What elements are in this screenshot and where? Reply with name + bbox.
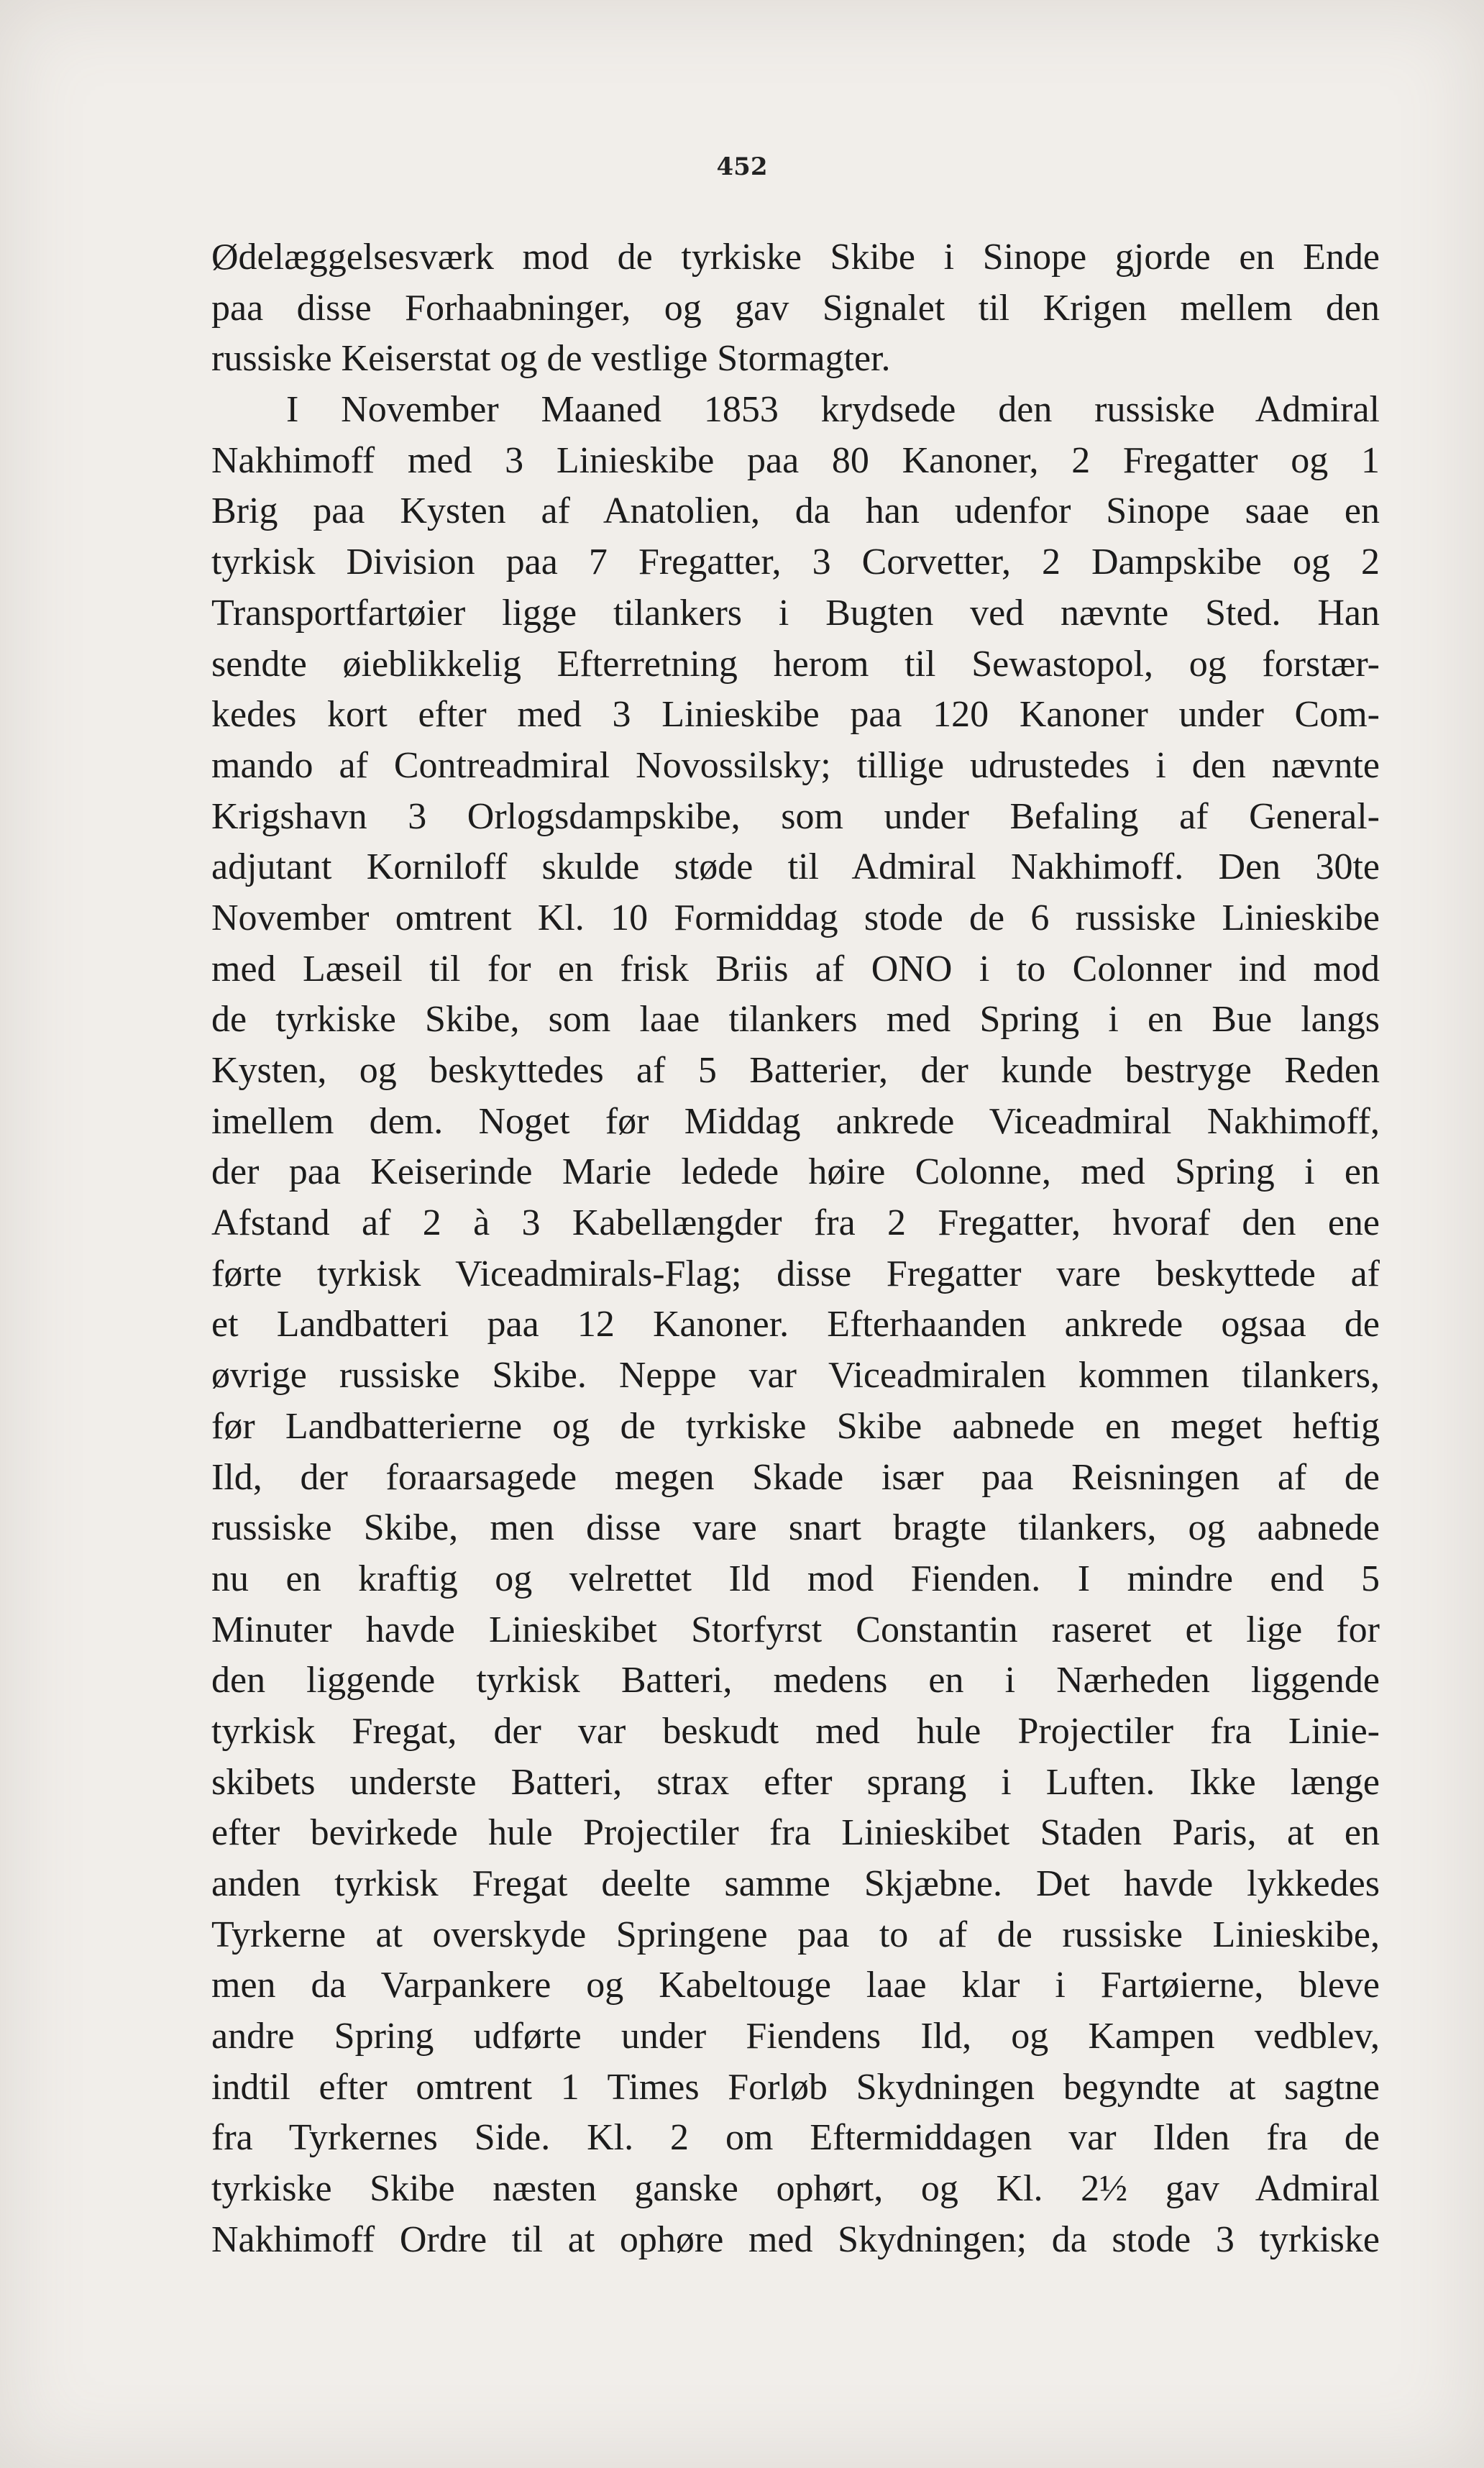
text-line: tyrkiske Skibe næsten ganske ophørt, og Kl. 2½ gav Admiral [211, 2168, 1380, 2210]
text-line: Krigshavn 3 Orlogsdampskibe, som under Befaling af General- [211, 795, 1380, 837]
text-line: Minuter havde Linieskibet Storfyrst Constantin raseret et lige for [211, 1609, 1380, 1650]
paragraph-start-line: I November Maaned 1853 krydsede den russiske Admiral [286, 389, 1380, 431]
text-line: Tyrkerne at overskyde Springene paa to af de russiske Linieskibe, [211, 1914, 1380, 1955]
text-line: der paa Keiserinde Marie ledede høire Colonne, med Spring i en [211, 1151, 1380, 1193]
text-line: førte tyrkisk Viceadmirals-Flag; disse Fregatter vare beskyttede af [211, 1253, 1380, 1294]
text-line: Brig paa Kysten af Anatolien, da han udenfor Sinope saae en [211, 490, 1380, 532]
text-line: paa disse Forhaabninger, og gav Signalet til Krigen mellem den [211, 287, 1380, 329]
text-line: Afstand af 2 à 3 Kabellængder fra 2 Fregatter, hvoraf den ene [211, 1202, 1380, 1244]
text-line: Nakhimoff med 3 Linieskibe paa 80 Kanoner, 2 Fregatter og 1 [211, 439, 1380, 481]
text-line: Nakhimoff Ordre til at ophøre med Skydningen; da stode 3 tyrkiske [211, 2218, 1380, 2260]
text-line: øvrige russiske Skibe. Neppe var Viceadmiralen kommen tilankers, [211, 1355, 1380, 1397]
text-line: russiske Skibe, men disse vare snart bragte tilankers, og aabnede [211, 1507, 1380, 1549]
text-line: sendte øieblikkelig Efterretning herom til Sewastopol, og forstær- [211, 643, 1380, 685]
text-line: efter bevirkede hule Projectiler fra Linieskibet Staden Paris, at en [211, 1812, 1380, 1854]
text-line: Ild, der foraarsagede megen Skade især paa Reisningen af de [211, 1456, 1380, 1498]
text-line: anden tyrkisk Fregat deelte samme Skjæbne. Det havde lykkedes [211, 1863, 1380, 1904]
text-line: russiske Keiserstat og de vestlige Stormagter. [211, 338, 891, 380]
text-line: de tyrkiske Skibe, som laae tilankers med Spring i en Bue langs [211, 999, 1380, 1041]
text-line: før Landbatterierne og de tyrkiske Skibe aabnede en meget heftig [211, 1405, 1380, 1447]
text-line: tyrkisk Division paa 7 Fregatter, 3 Corvetter, 2 Dampskibe og 2 [211, 541, 1380, 583]
text-line: tyrkisk Fregat, der var beskudt med hule Projectiler fra Linie- [211, 1710, 1380, 1752]
text-line: nu en kraftig og velrettet Ild mod Fienden. I mindre end 5 [211, 1558, 1380, 1599]
page-number: 452 [716, 152, 768, 181]
text-line: den liggende tyrkisk Batteri, medens en i Nærheden liggende [211, 1660, 1380, 1701]
text-line: Ødelæggelsesværk mod de tyrkiske Skibe i Sinope gjorde en Ende [211, 237, 1380, 278]
text-line: Transportfartøier ligge tilankers i Bugten ved nævnte Sted. Han [211, 592, 1380, 634]
text-line: fra Tyrkernes Side. Kl. 2 om Eftermiddagen var Ilden fra de [211, 2117, 1380, 2159]
text-line: et Landbatteri paa 12 Kanoner. Efterhaanden ankrede ogsaa de [211, 1304, 1380, 1345]
text-line: skibets underste Batteri, strax efter sprang i Luften. Ikke længe [211, 1761, 1380, 1803]
text-line: November omtrent Kl. 10 Formiddag stode de 6 russiske Linieskibe [211, 897, 1380, 938]
text-line: med Læseil til for en frisk Briis af ONO i to Colonner ind mod [211, 948, 1380, 990]
text-line: mando af Contreadmiral Novossilsky; tillige udrustedes i den nævnte [211, 744, 1380, 786]
text-line: adjutant Korniloff skulde støde til Admiral Nakhimoff. Den 30te [211, 846, 1380, 888]
text-line: indtil efter omtrent 1 Times Forløb Skydningen begyndte at sagtne [211, 2066, 1380, 2108]
body-text [211, 232, 1380, 2266]
text-line: Kysten, og beskyttedes af 5 Batterier, der kunde bestryge Reden [211, 1050, 1380, 1091]
text-line: imellem dem. Noget før Middag ankrede Viceadmiral Nakhimoff, [211, 1100, 1380, 1142]
text-line: kedes kort efter med 3 Linieskibe paa 120 Kanoner under Com- [211, 694, 1380, 736]
text-line: andre Spring udførte under Fiendens Ild, og Kampen vedblev, [211, 2016, 1380, 2057]
text-line: men da Varpankere og Kabeltouge laae klar i Fartøierne, bleve [211, 1965, 1380, 2006]
